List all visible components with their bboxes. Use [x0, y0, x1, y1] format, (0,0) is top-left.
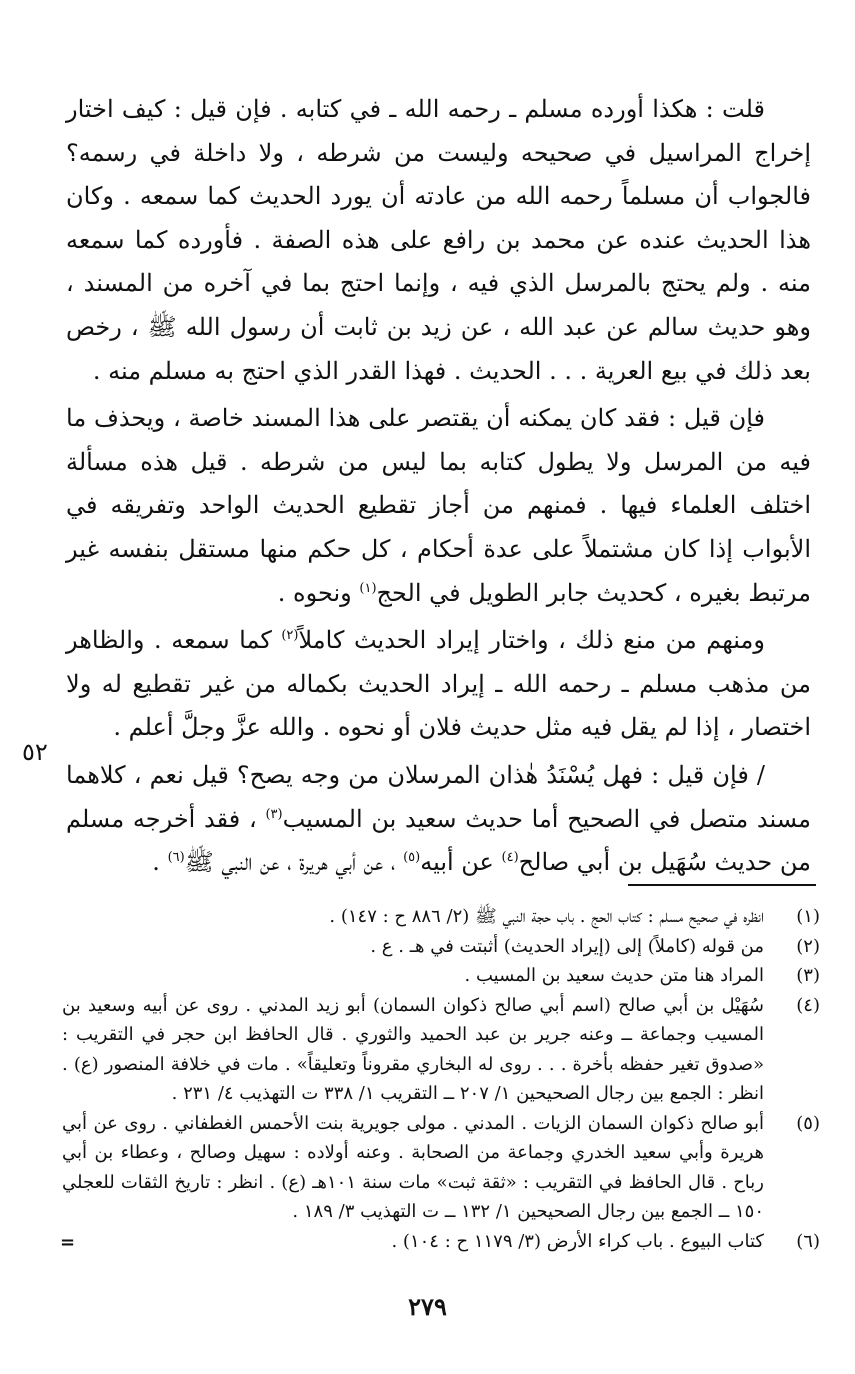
page-number: ٢٧٩ — [408, 1292, 447, 1321]
footnote-text: كتاب البيوع . باب كراء الأرض (٣/ ١١٧٩ ح : ١٠٤) . — [391, 1230, 764, 1252]
footnote-item — [62, 961, 820, 991]
paragraph-1 — [66, 88, 811, 393]
continuation-mark: = — [60, 1232, 76, 1253]
paragraph-4-text-a: / فإن قيل : فهل يُسْنَدُ هٰذان المرسلان من وجه يصح؟ قيل نعم ، كلاهما مسند متصل في الصحيح أما حديث سعيد بن المسيب — [66, 760, 811, 833]
footnote-number: (٣) — [796, 965, 820, 986]
paragraph-4-text-c: عن أبيه — [420, 848, 502, 877]
paragraph-3 — [66, 619, 811, 750]
paragraph-2 — [66, 397, 811, 615]
footnote-ref-5: (٥) — [403, 850, 421, 866]
paragraph-3-text-a: ومنهم من منع ذلك ، واختار إيراد الحديث كاملاً — [298, 626, 765, 655]
footnote-text: المراد هنا متن حديث سعيد بن المسيب . — [464, 965, 764, 986]
footnote-item — [62, 1227, 820, 1257]
paragraph-2-tail: ونحوه . — [277, 578, 360, 607]
footnote-ref-3: (٣) — [265, 806, 283, 822]
paragraph-1-text: قلت : هكذا أورده مسلم ـ رحمه الله ـ في كتابه . فإن قيل : كيف اختار إخراج المراسيل في صحيحه وليست من شرطه ، ولا داخلة في رسمه؟ فالجواب أن مسلماً رحمه الله من عادته أن يورد الحديث كما سمعه . وكان هذا الحديث عنده عن محمد بن رافع على هذه الصفة . فأورده كما سمعه منه . ولم يحتج بالمرسل الذي فيه ، وإنما احتج بما في آخره من المسند ، وهو حديث سالم عن عبد الله ، عن زيد بن ثابت أن رسول الله ﷺ ، رخص بعد ذلك في بيع العرية . . . الحديث . فهذا القدر الذي احتج به مسلم منه . — [66, 95, 811, 385]
footnotes — [62, 902, 820, 1256]
footnote-ref-2: (٢) — [281, 628, 299, 644]
paragraph-4-text-d: ، عن أبي هريرة ، عن النبي ﷺ — [184, 848, 404, 877]
footnote-ref-4: (٤) — [501, 850, 519, 866]
footnote-separator — [628, 884, 816, 886]
paragraph-3-text-b: كما سمعه . والظاهر من مذهب مسلم ـ رحمه الله ـ إيراد الحديث بكماله من غير تقطيع له ولا اختصار ، إذا لم يقل فيه مثل حديث فلان أو نحوه . والله عزَّ وجلَّ أعلم . — [66, 626, 811, 742]
footnote-text: سُهَيْل بن أبي صالح (اسم أبي صالح ذكوان السمان) أبو زيد المدني . روى عن أبيه وسعيد بن المسيب وجماعة ــ وعنه جرير بن عبد الحميد والثوري . قال الحافظ ابن حجر في التقريب : «صدوق تغير حفظه بأخرة . . . روى له البخاري مقروناً وتعليقاً» . مات في خلافة المنصور (ع) . انظر : الجمع بين رجال الصحيحين ١/ ٢٠٧ ــ التقريب ١/ ٣٣٨ ت التهذيب ٤/ ٢٣١ . — [62, 994, 764, 1104]
footnote-ref-1: (١) — [359, 580, 377, 596]
footnote-text: من قوله (كاملاً) إلى (إيراد الحديث) أثبتت في هـ . ع . — [370, 935, 764, 957]
footnote-item — [62, 932, 820, 962]
footnote-item — [62, 1109, 820, 1227]
footnote-number: (١) — [796, 906, 820, 927]
footnote-number: (٢) — [796, 935, 820, 957]
footnote-number: (٥) — [796, 1112, 820, 1134]
paragraph-4 — [66, 754, 811, 885]
paragraph-2-text: فإن قيل : فقد كان يمكنه أن يقتصر على هذا المسند خاصة ، ويحذف ما فيه من المرسل ولا يطول كتابه بما ليس من شرطه . قيل هذه مسألة اختلف العلماء فيها . فمنهم من أجاز تقطيع الحديث الواحد وتفريقه في الأبواب إذا كان مشتملاً على عدة أحكام ، كل حكم منها مستقل بنفسه غير مرتبط بغيره ، كحديث جابر الطويل في الحج — [66, 404, 812, 607]
footnote-number: (٦) — [796, 1230, 820, 1252]
footnote-text: انظره في صحيح مسلم : كتاب الحج . باب حجة النبي ﷺ (٢/ ٨٨٦ ح : ١٤٧) . — [329, 906, 764, 927]
footnote-number: (٤) — [796, 994, 820, 1016]
paragraph-4-text-b: ، فقد أخرجه مسلم من حديث سُهَيل بن أبي صالح — [66, 804, 811, 877]
footnote-text: أبو صالح ذكوان السمان الزيات . المدني . مولى جويرية بنت الأحمس الغطفاني . روى عن أبي هريرة وأبي سعيد الخدري وجماعة من الصحابة . وعنه أولاده : سهيل وصالح ، وعطاء بن أبي رباح . قال الحافظ في التقريب : «ثقة ثبت» مات سنة ١٠١هـ (ع) . انظر : تاريخ الثقات للعجلي ١٥٠ ــ الجمع بين رجال الصحيحين ١/ ١٣٢ ــ ت التهذيب ٣/ ١٨٩ . — [62, 1112, 764, 1222]
footnote-item — [62, 902, 820, 932]
main-text — [66, 88, 811, 885]
footnote-ref-6: (٦) — [167, 850, 185, 866]
original-page-marker: ٥٢ — [22, 738, 48, 766]
footnote-item — [62, 991, 820, 1109]
paragraph-4-text-e: . — [152, 848, 168, 877]
